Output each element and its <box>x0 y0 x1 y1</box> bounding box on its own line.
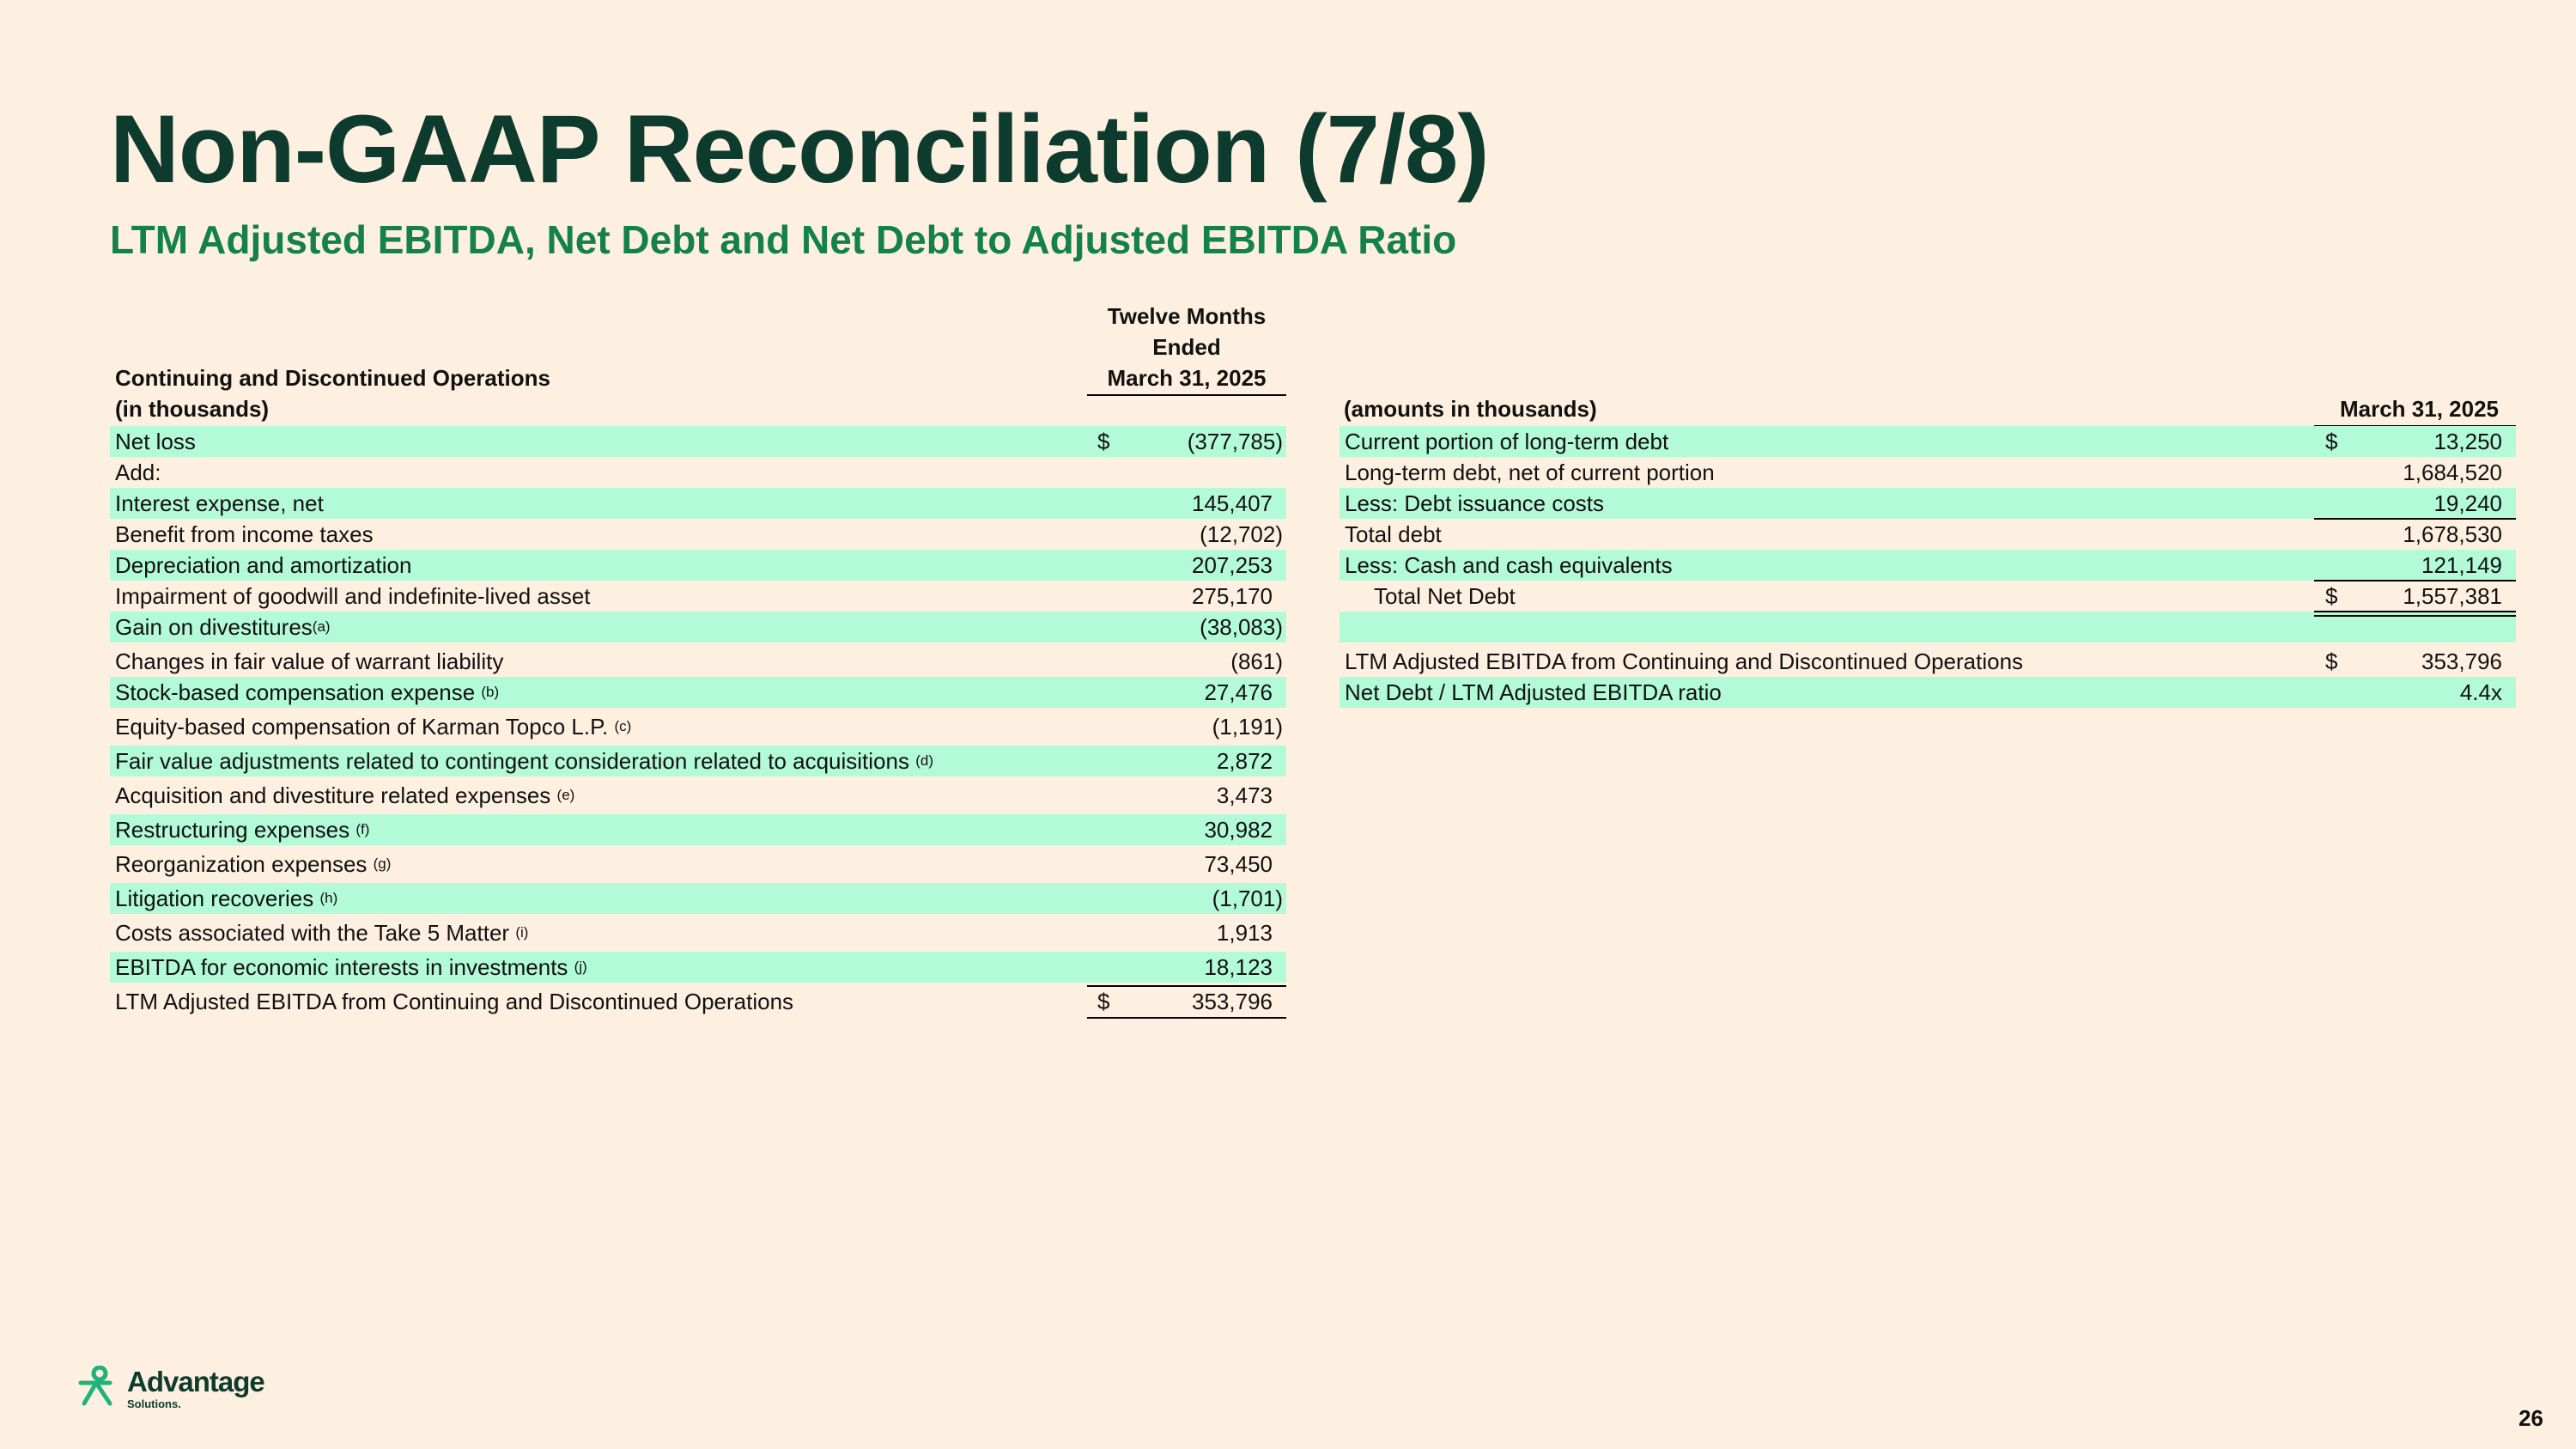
footnote-marker: (f) <box>355 821 370 837</box>
left-table-row-value: 30,982 <box>1204 817 1273 843</box>
left-table-row-value: 145,407 <box>1192 490 1273 516</box>
left-table-row-label <box>115 986 793 1017</box>
label-text: Benefit from income taxes <box>115 521 374 547</box>
right-subtotal-rule <box>2314 518 2516 520</box>
label-text: Litigation recoveries <box>115 886 320 911</box>
label-text: Add: <box>115 460 161 485</box>
left-label-header-line1: Continuing and Discontinued Operations <box>115 365 550 391</box>
label-text: Current portion of long-term debt <box>1345 429 1669 454</box>
label-text: LTM Adjusted EBITDA from Continuing and Discontinued Operations <box>1345 648 2024 674</box>
left-header-underline <box>1087 394 1286 396</box>
logo-subname: Solutions. <box>127 1397 181 1410</box>
right-table-row <box>1340 488 2516 519</box>
page-title: Non-GAAP Reconciliation (7/8) <box>110 95 1489 203</box>
left-table-row-label <box>115 917 528 948</box>
left-table-row-label <box>115 581 591 612</box>
left-col-header-line3: March 31, 2025 <box>1107 365 1267 391</box>
company-logo <box>76 1366 264 1411</box>
label-text: Equity-based compensation of Karman Topco L.P. <box>115 714 615 740</box>
left-table-row <box>110 746 1286 776</box>
label-text: Changes in fair value of warrant liability <box>115 648 504 674</box>
left-table-row-label <box>115 519 374 550</box>
left-col-header-line2: Ended <box>1152 334 1221 360</box>
left-table-row-value: 2,872 <box>1216 748 1273 774</box>
left-table-row <box>110 780 1286 811</box>
left-table-row-label <box>115 426 196 457</box>
label-text: Less: Debt issuance costs <box>1345 490 1605 516</box>
left-table-row <box>110 519 1286 550</box>
label-text: Interest expense, net <box>115 490 324 516</box>
left-table-row <box>110 986 1286 1017</box>
label-text: Total debt <box>1345 521 1442 547</box>
label-text: Fair value adjustments related to contingent consideration related to acquisitions <box>115 748 916 774</box>
left-table-row-label <box>115 646 503 677</box>
advantage-logo-icon <box>76 1366 120 1407</box>
label-text: Net Debt / LTM Adjusted EBITDA ratio <box>1345 679 1722 705</box>
right-table-row-value: 121,149 <box>2421 552 2502 578</box>
left-table-row-value: (38,083) <box>1200 614 1283 640</box>
left-table-row-label <box>115 746 933 776</box>
footnote-marker: (a) <box>312 618 331 635</box>
label-text: Stock-based compensation expense <box>115 679 482 705</box>
left-table-row-label <box>115 883 337 914</box>
logo-name: Advantage <box>127 1366 264 1397</box>
left-table-row <box>110 677 1286 708</box>
right-table-row <box>1340 457 2516 488</box>
left-table-row-label <box>115 677 499 708</box>
footnote-marker: (h) <box>319 890 338 906</box>
label-text: Long-term debt, net of current portion <box>1345 460 1715 485</box>
right-table-row-value: 1,684,520 <box>2403 460 2502 485</box>
left-table-row-value: (1,191) <box>1212 714 1283 740</box>
right-table-row-label <box>1345 519 1442 550</box>
label-text: LTM Adjusted EBITDA from Continuing and Discontinued Operations <box>115 989 794 1014</box>
left-table-row <box>110 814 1286 845</box>
left-table-row-currency: $ <box>1097 429 1110 454</box>
right-table-row-label <box>1345 550 1673 581</box>
left-table-row <box>110 711 1286 742</box>
left-col-header-line1: Twelve Months <box>1107 303 1267 329</box>
left-table-row <box>110 612 1286 642</box>
left-table-row-value: 275,170 <box>1192 583 1273 609</box>
footnote-marker: (e) <box>556 787 575 803</box>
right-table-row-label <box>1345 646 2023 677</box>
label-text: Reorganization expenses <box>115 851 374 877</box>
left-table-row-label <box>115 780 574 811</box>
right-table-row-label <box>1345 488 1604 519</box>
left-table-row-value: (1,701) <box>1212 886 1283 911</box>
left-table-row-label <box>115 457 161 488</box>
left-table-row-value: 207,253 <box>1192 552 1273 578</box>
right-table-row-label <box>1345 426 1668 457</box>
left-table-row-value: (12,702) <box>1200 521 1283 547</box>
right-table-row-value: 13,250 <box>2433 429 2502 454</box>
right-table-row-label <box>1345 457 1715 488</box>
left-table-row <box>110 646 1286 677</box>
left-table-row <box>110 488 1286 519</box>
page-subtitle: LTM Adjusted EBITDA, Net Debt and Net Debt to Adjusted EBITDA Ratio <box>110 217 1457 262</box>
left-table-row-value: (377,785) <box>1187 429 1283 454</box>
left-table-row-currency: $ <box>1097 989 1110 1014</box>
label-text: Total Net Debt <box>1374 583 1516 609</box>
footnote-marker: (j) <box>574 959 587 975</box>
footnote-marker: (d) <box>915 752 933 769</box>
left-table-row <box>110 581 1286 612</box>
left-table-row-label <box>115 711 631 742</box>
label-text: Net loss <box>115 429 196 454</box>
label-text: Costs associated with the Take 5 Matter <box>115 920 516 946</box>
right-table-row <box>1340 550 2516 581</box>
left-label-header-line2: (in thousands) <box>115 396 270 422</box>
left-table-row-label <box>115 814 369 845</box>
right-table-row-value: 1,557,381 <box>2403 583 2502 609</box>
right-label-header: (amounts in thousands) <box>1344 396 1597 422</box>
left-total-bottom-rule <box>1087 1017 1286 1019</box>
right-table-row-currency: $ <box>2325 583 2338 609</box>
footnote-marker: (i) <box>515 924 529 941</box>
footnote-marker: (c) <box>614 718 632 734</box>
right-table-row-value: 353,796 <box>2421 648 2502 674</box>
right-table-row-label <box>1345 677 1722 708</box>
right-table-row-label <box>1374 581 1516 612</box>
label-text: Gain on divestitures <box>115 614 313 640</box>
left-table-row-value: 353,796 <box>1192 989 1273 1014</box>
right-table-row-value: 19,240 <box>2433 490 2502 516</box>
right-table-row <box>1340 426 2516 457</box>
right-table-row-value: 1,678,530 <box>2403 521 2502 547</box>
label-text: EBITDA for economic interests in investments <box>115 954 574 980</box>
left-table-row <box>110 550 1286 581</box>
left-table-row-label <box>115 488 324 519</box>
label-text: Less: Cash and cash equivalents <box>1345 552 1673 578</box>
left-table-row <box>110 883 1286 914</box>
right-table-row <box>1340 677 2516 708</box>
right-table-row <box>1340 646 2516 677</box>
left-table-row-value: 1,913 <box>1216 920 1273 946</box>
right-table-row-currency: $ <box>2325 648 2338 674</box>
right-col-header: March 31, 2025 <box>2339 396 2499 422</box>
left-table-row <box>110 952 1286 983</box>
page-number: 26 <box>2518 1405 2543 1431</box>
right-table-row-value: 4.4x <box>2459 679 2502 705</box>
right-table-row <box>1340 519 2516 550</box>
label-text: Restructuring expenses <box>115 817 356 843</box>
right-netdebt-top-rule <box>2314 580 2516 581</box>
label-text: Impairment of goodwill and indefinite-lived asset <box>115 583 591 609</box>
left-table-row <box>110 426 1286 457</box>
left-table-row <box>110 457 1286 488</box>
right-table-row-currency: $ <box>2325 429 2338 454</box>
left-table-row-value: 18,123 <box>1204 954 1273 980</box>
footnote-marker: (b) <box>481 684 500 700</box>
label-text: Depreciation and amortization <box>115 552 412 578</box>
left-table-row-label <box>115 550 411 581</box>
left-table-row-value: (861) <box>1230 648 1283 674</box>
label-text: Acquisition and divestiture related expenses <box>115 782 557 808</box>
right-table-row <box>1340 581 2516 612</box>
left-total-top-rule <box>1087 985 1286 987</box>
left-table-row-value: 27,476 <box>1204 679 1273 705</box>
left-table-row-label <box>115 612 331 642</box>
left-table-row-value: 3,473 <box>1216 782 1273 808</box>
left-table-row-label <box>115 849 391 880</box>
left-table-row-label <box>115 952 587 983</box>
left-table-row <box>110 917 1286 948</box>
left-table-row-value: 73,450 <box>1204 851 1273 877</box>
left-table-row <box>110 849 1286 880</box>
right-netdebt-double-rule <box>2314 611 2516 617</box>
footnote-marker: (g) <box>373 855 392 872</box>
